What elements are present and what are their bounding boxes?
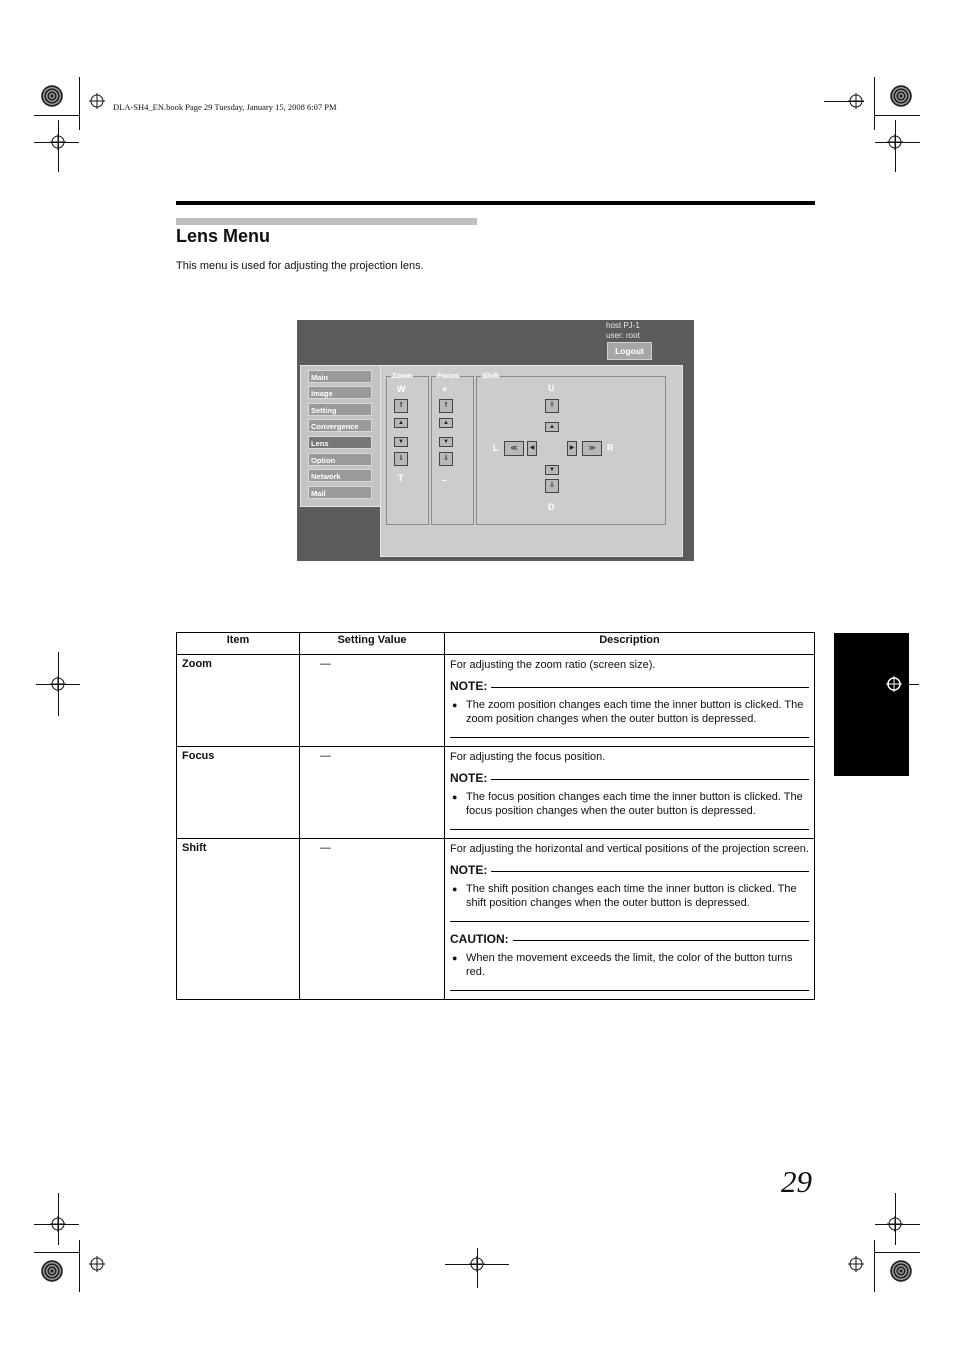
menu-item-option[interactable]: Option <box>308 453 372 466</box>
zoom-wide-fast-button[interactable]: ⇑ <box>394 399 408 413</box>
lens-panel <box>380 365 683 557</box>
shift-group <box>476 371 666 525</box>
bullet-icon: ● <box>452 953 458 963</box>
chapter-side-tab <box>834 633 909 776</box>
shift-up-step-button[interactable]: ▲ <box>545 422 559 432</box>
menu-item-convergence[interactable]: Convergence <box>308 419 372 432</box>
shift-label: Shift <box>482 371 499 380</box>
registration-mark-icon <box>886 676 902 692</box>
lens-menu-screenshot <box>297 320 694 561</box>
note-heading <box>450 679 809 693</box>
focus-minus-fast-button[interactable]: ⇓ <box>439 452 453 466</box>
shift-left-step-button[interactable]: ◀ <box>527 441 537 456</box>
zoom-tele-label: T <box>398 473 404 483</box>
zoom-label: Zoom <box>392 371 413 380</box>
zoom-wide-label: W <box>397 384 406 394</box>
note-label: NOTE: <box>450 863 488 877</box>
top-rule <box>176 201 815 205</box>
logout-button[interactable]: Logout <box>607 342 652 360</box>
table-row-zoom <box>177 655 815 747</box>
shift-right-label: R <box>607 443 614 453</box>
zoom-tele-fast-button[interactable]: ⇓ <box>394 452 408 466</box>
bullet-icon: ● <box>452 884 458 894</box>
page-title: Lens Menu <box>176 226 271 246</box>
caution-heading <box>450 932 809 946</box>
row-item: Shift <box>177 839 300 1000</box>
caution-bullet <box>450 951 809 979</box>
shift-left-fast-button[interactable]: ≪ <box>504 441 524 456</box>
bullet-icon: ● <box>452 700 458 710</box>
row-value: — <box>300 839 445 1000</box>
shift-right-step-button[interactable]: ▶ <box>567 441 577 456</box>
menu-item-lens[interactable]: Lens <box>308 436 372 449</box>
note-heading <box>450 863 809 877</box>
shift-up-label: U <box>548 383 555 393</box>
note-text: The zoom position changes each time the inner button is clicked. The zoom position changes when the outer button is depressed. <box>466 699 804 725</box>
menu-item-mail[interactable]: Mail <box>308 486 372 499</box>
note-text: The focus position changes each time the inner button is clicked. The focus position changes when the outer button is depressed. <box>466 791 803 817</box>
row-description <box>445 747 815 839</box>
description-text: For adjusting the focus position. <box>450 751 606 763</box>
focus-group <box>431 371 474 525</box>
file-info-header: DLA-SH4_EN.book Page 29 Tuesday, January 15, 2008 6:07 PM <box>113 102 337 112</box>
focus-label: Focus <box>437 371 460 380</box>
section-bar <box>176 218 477 225</box>
row-item: Focus <box>177 747 300 839</box>
menu-item-setting[interactable]: Setting <box>308 403 372 416</box>
host-label: host PJ-1 <box>606 321 640 330</box>
note-label: NOTE: <box>450 679 488 693</box>
shift-right-fast-button[interactable]: ≫ <box>582 441 602 456</box>
shift-left-label: L <box>493 443 499 453</box>
table-header-row <box>177 633 815 655</box>
row-description <box>445 655 815 747</box>
note-text: The shift position changes each time the inner button is clicked. The shift position changes when the outer button is depressed. <box>466 883 797 909</box>
table-row-shift <box>177 839 815 1000</box>
focus-plus-step-button[interactable]: ▲ <box>439 418 453 428</box>
zoom-tele-step-button[interactable]: ▼ <box>394 437 408 447</box>
note-bullet <box>450 882 809 910</box>
row-value: — <box>300 747 445 839</box>
row-value: — <box>300 655 445 747</box>
note-end-rule <box>450 921 809 922</box>
note-label: NOTE: <box>450 771 488 785</box>
shift-up-fast-button[interactable]: ⇑ <box>545 399 559 413</box>
shift-down-fast-button[interactable]: ⇓ <box>545 479 559 493</box>
column-header-description: Description <box>445 633 815 655</box>
host-info <box>606 321 640 341</box>
note-end-rule <box>450 829 809 830</box>
menu-item-network[interactable]: Network <box>308 469 372 482</box>
shift-down-step-button[interactable]: ▼ <box>545 465 559 475</box>
menu-item-main[interactable]: Main <box>308 370 372 383</box>
note-bullet <box>450 790 809 818</box>
menu-item-image[interactable]: Image <box>308 386 372 399</box>
page-number: 29 <box>781 1164 812 1199</box>
lens-menu-table <box>176 632 815 1000</box>
note-bullet <box>450 698 809 726</box>
column-header-setting-value: Setting Value <box>300 633 445 655</box>
focus-plus-fast-button[interactable]: ⇑ <box>439 399 453 413</box>
note-heading <box>450 771 809 785</box>
caution-end-rule <box>450 990 809 991</box>
intro-text: This menu is used for adjusting the projection lens. <box>176 260 424 272</box>
zoom-group <box>386 371 429 525</box>
focus-minus-step-button[interactable]: ▼ <box>439 437 453 447</box>
column-header-item: Item <box>177 633 300 655</box>
shift-down-label: D <box>548 502 555 512</box>
table-row-focus <box>177 747 815 839</box>
note-end-rule <box>450 737 809 738</box>
bullet-icon: ● <box>452 792 458 802</box>
caution-text: When the movement exceeds the limit, the color of the button turns red. <box>466 952 793 978</box>
side-menu <box>300 365 381 507</box>
description-text: For adjusting the zoom ratio (screen size). <box>450 659 656 671</box>
zoom-wide-step-button[interactable]: ▲ <box>394 418 408 428</box>
caution-label: CAUTION: <box>450 932 509 946</box>
focus-plus-label: + <box>442 384 448 394</box>
description-text: For adjusting the horizontal and vertical positions of the projection screen. <box>450 843 809 855</box>
row-description <box>445 839 815 1000</box>
row-item: Zoom <box>177 655 300 747</box>
focus-minus-label: – <box>442 475 448 485</box>
user-label: user: root <box>606 331 640 340</box>
